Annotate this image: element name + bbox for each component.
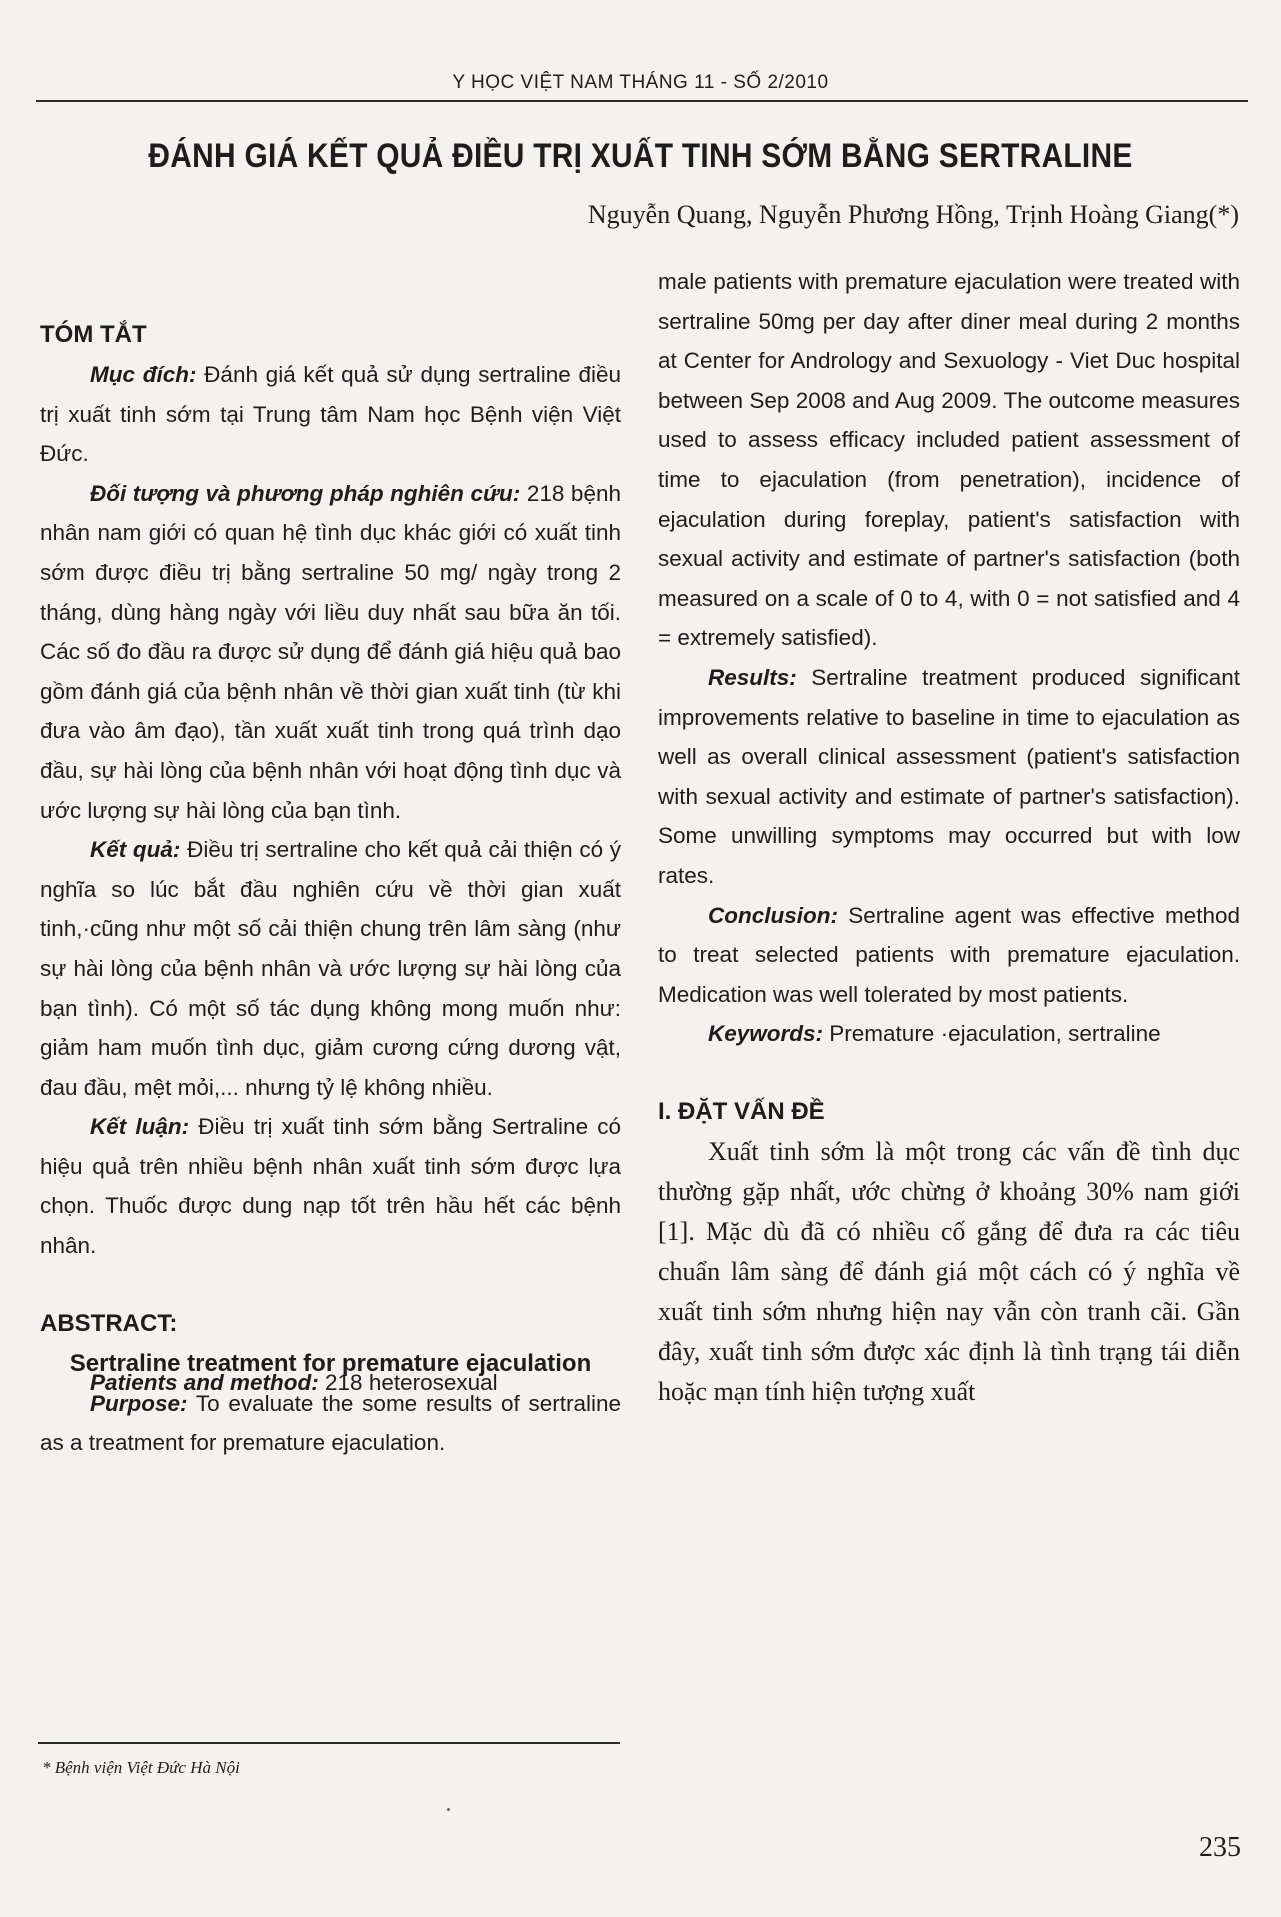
doi-tuong-text: 218 bệnh nhân nam giới có quan hệ tình dục khác giới có xuất tinh sớm được điều trị bằng sertraline 50 mg/ ngày trong 2 tháng, dùng hàng ngày với liều duy nhất sau bữa ăn tối. Các số đo đầu ra được sử dụng để đánh giá hiệu quả bao gồm đánh giá của bệnh nhân về thời gian xuất tinh (từ khi đưa vào âm đạo), tần xuất xuất tinh trong quá trình dạo đầu, sự hài lòng của bệnh nhân với hoạt động tình dục và ước lượng sự hài lòng của bạn tình. (40, 480, 621, 823)
ket-luan-text: Điều trị xuất tinh sớm bằng Sertraline có hiệu quả trên nhiều bệnh nhân xuất tinh sớm được lựa chọn. Thuốc được dung nạp tốt trên hầu hết các bệnh nhân. (40, 1114, 621, 1259)
running-head: Y HỌC VIỆT NAM THÁNG 11 - SỐ 2/2010 (452, 72, 829, 93)
ket-luan-paragraph (40, 1107, 621, 1265)
section-1-paragraph: Xuất tinh sớm là một trong các vấn đề tình dục thường gặp nhất, ước chừng ở khoảng 30% nam giới [1]. Mặc dù đã có nhiều cố gắng để đưa ra các tiêu chuẩn lâm sàng để đánh giá một cách có ý nghĩa về xuất tinh sớm nhưng hiện nay vẫn còn tranh cãi. Gần đây, xuất tinh sớm được xác định là tình trạng tái diễn hoặc mạn tính hiện tượng xuất (658, 1136, 1240, 1406)
footnote: * Bệnh viện Việt Đức Hà Nội (42, 1758, 240, 1777)
patients-continuation: male patients with premature ejaculation were treated with sertraline 50mg per day after diner meal during 2 months at Center for Andrology and Sexuology - Viet Duc hospital between Sep 2008 and Aug 2009. The outcome measures used to assess efficacy included patient assessment of time to ejaculation (from penetration), incidence of ejaculation during foreplay, patient's satisfaction with sexual activity and estimate of partner's satisfaction (both measured on a scale of 0 to 4, with 0 = not satisfied and 4 = extremely satisfied). (658, 269, 1240, 651)
conclusion-paragraph (658, 896, 1240, 1015)
patients-label: Patients and method: (90, 1370, 319, 1395)
keywords-paragraph (658, 1014, 1240, 1054)
purpose-text: To evaluate the some results of sertraline as a treatment for premature ejaculation. (40, 1390, 621, 1456)
results-text: Sertraline treatment produced significant improvements relative to baseline in time to ejaculation as well as overall clinical assessment (patient's satisfaction with sexual activity and estimate of partner's satisfaction). Some unwilling symptoms may occurred but with low rates. (658, 664, 1240, 888)
purpose-label: Purpose: (90, 1390, 188, 1416)
article-authors: Nguyễn Quang, Nguyễn Phương Hồng, Trịnh Hoàng Giang(*) (587, 200, 1239, 229)
patients-head-text: 218 heterosexual (318, 1370, 498, 1395)
ket-qua-paragraph (40, 830, 621, 1107)
left-column (40, 315, 621, 1463)
scan-speck (447, 1808, 450, 1811)
article-title: ĐÁNH GIÁ KẾT QUẢ ĐIỀU TRỊ XUẤT TINH SỚM BẰNG SERTRALINE (148, 137, 1133, 175)
right-column (658, 262, 1240, 1412)
muc-dich-paragraph (40, 355, 621, 474)
doi-tuong-paragraph (40, 474, 621, 830)
patients-start (40, 1363, 621, 1403)
results-paragraph (658, 658, 1240, 896)
muc-dich-text: Đánh giá kết quả sử dụng sertraline điều trị xuất tinh sớm tại Trung tâm Nam học Bệnh viện Việt Đức. (40, 362, 621, 467)
keywords-label: Keywords: (708, 1021, 824, 1047)
doi-tuong-label: Đối tượng và phương pháp nghiên cứu: (90, 480, 521, 506)
abstract-subtitle: Sertraline treatment for premature ejaculation (69, 1349, 592, 1377)
tom-tat-heading: TÓM TẮT (40, 321, 147, 348)
section-1-heading: I. ĐẶT VẤN ĐỀ (658, 1097, 825, 1125)
muc-dich-label: Mục đích: (90, 362, 197, 387)
conclusion-text: Sertraline agent was effective method to treat selected patients with premature ejaculation. Medication was well tolerated by most patients. (658, 902, 1240, 1007)
keywords-text: Premature ·ejaculation, sertraline (823, 1021, 1161, 1047)
page-number: 235 (1199, 1832, 1241, 1863)
header-rule (36, 100, 1248, 102)
footnote-rule (38, 1742, 620, 1744)
conclusion-label: Conclusion: (708, 902, 838, 928)
ket-luan-label: Kết luận: (90, 1114, 190, 1140)
ket-qua-text: Điều trị sertraline cho kết quả cải thiện có ý nghĩa so lúc bắt đầu nghiên cứu về thời gian xuất tinh,·cũng như một số cải thiện chung trên lâm sàng (như sự hài lòng của bệnh nhân và ước lượng sự hài lòng của bạn tình). Có một số tác dụng không mong muốn như: giảm ham muốn tình dục, giảm cương cứng dương vật, đau đầu, mệt mỏi,... nhưng tỷ lệ không nhiều. (40, 837, 622, 1100)
abstract-heading: ABSTRACT: (40, 1309, 178, 1337)
results-label: Results: (708, 664, 797, 690)
ket-qua-label: Kết quả: (90, 837, 181, 863)
